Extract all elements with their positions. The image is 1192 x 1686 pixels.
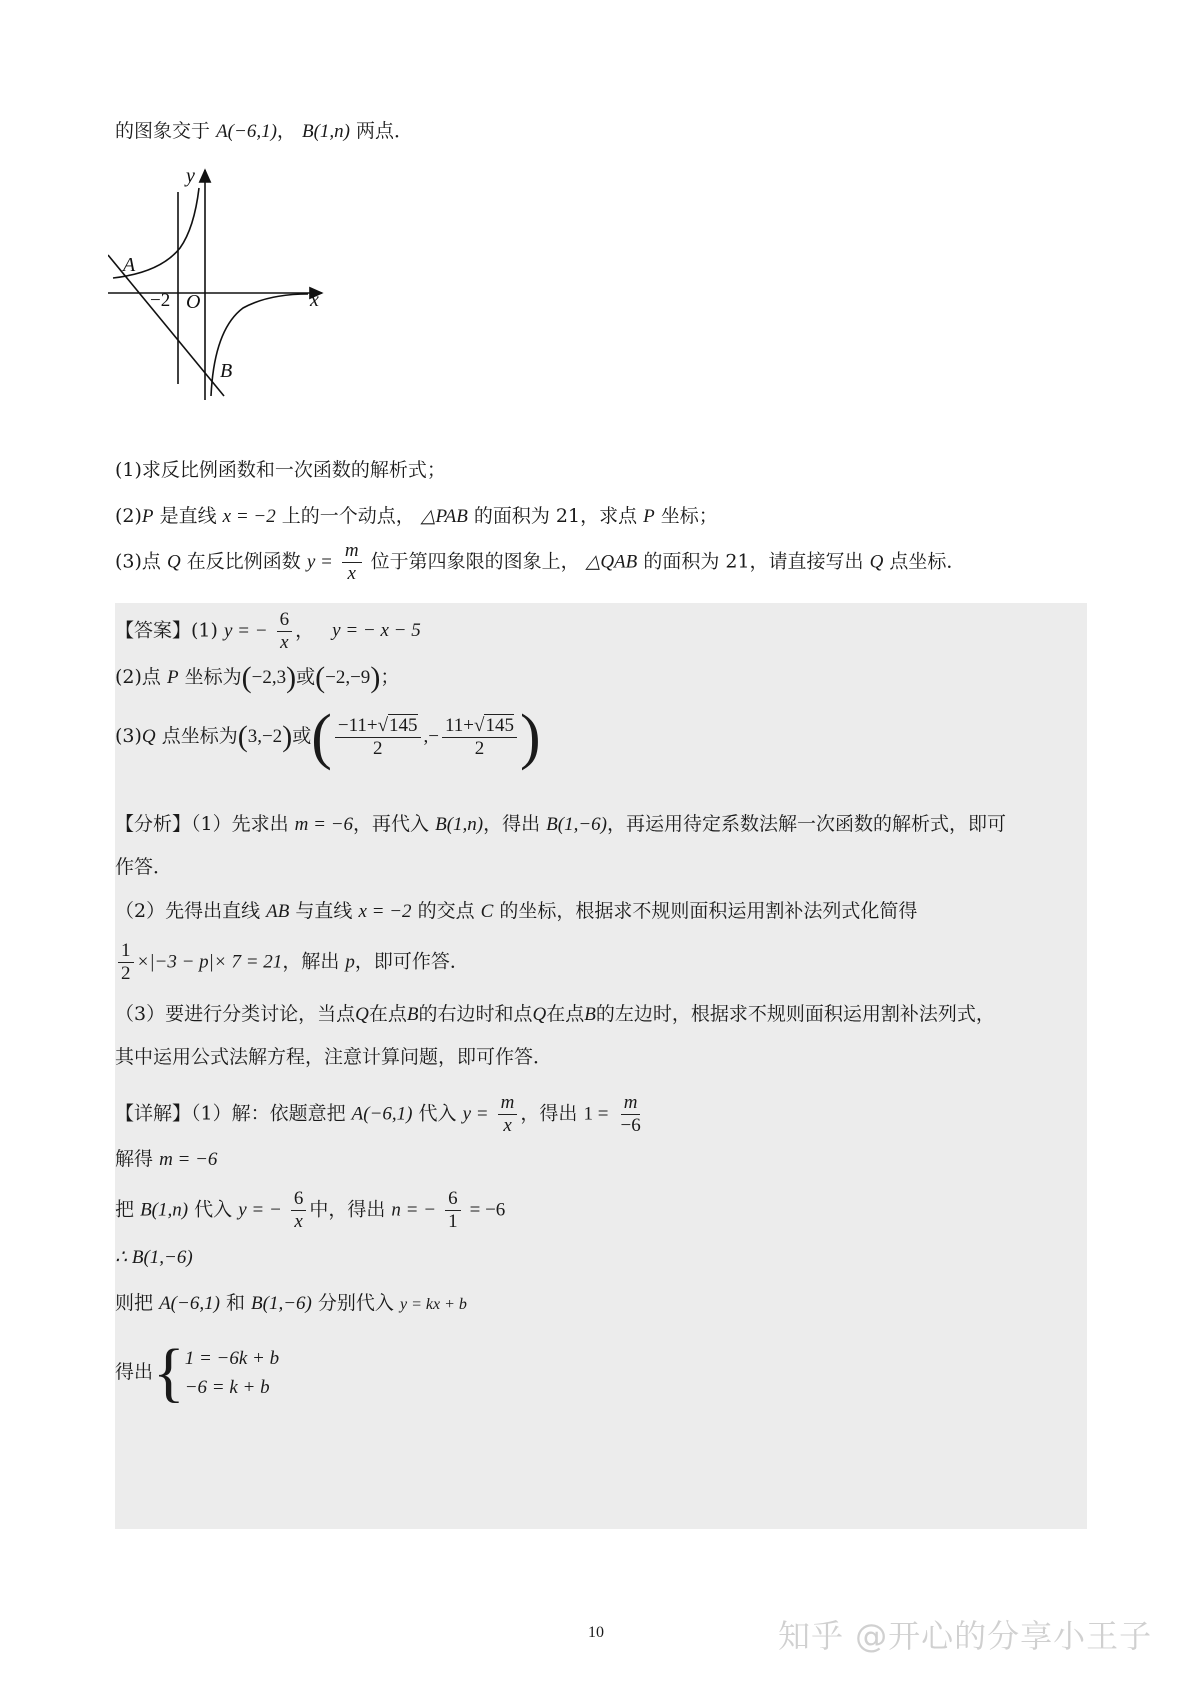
- a2-prefix: (2)点: [115, 666, 161, 688]
- q3-mid2: 位于第四象限的图象上，: [370, 550, 580, 573]
- answer-1: [115, 609, 421, 654]
- an1-b: ，再代入: [353, 813, 430, 835]
- answer-3: (3)Q 点坐标为(3,−2)或( $\frac{-11+√145}{2}$ ,− $\frac{11+√145}{2}$ ): [115, 703, 541, 771]
- a3-fraction-2: $\frac{11+√145}{2}$: [442, 715, 517, 760]
- watermark: 知乎 @开心的分享小王子: [778, 1617, 1153, 1655]
- a3-mid: 点坐标为: [161, 725, 238, 747]
- intro-suffix: 两点．: [356, 120, 414, 142]
- detail-4: [115, 1246, 193, 1270]
- a3-num1-pre: −11+: [337, 714, 378, 736]
- q2-mid: 是直线: [159, 505, 217, 527]
- d3-frac2-num: 6: [445, 1188, 461, 1211]
- a3-fraction-1: $\frac{-11+√145}{2}$: [335, 715, 421, 760]
- an2-f: ，即可作答．: [354, 950, 469, 973]
- a1-frac-num: 6: [277, 609, 293, 632]
- d5-point-a: A(−6,1): [159, 1293, 220, 1314]
- a2-end: ；: [380, 666, 400, 688]
- a3-point-1: 3,−2: [247, 726, 283, 747]
- q2-p2: P: [643, 506, 655, 527]
- equation-system: [185, 1344, 279, 1403]
- tick-label-neg2: −2: [150, 290, 171, 311]
- an3-b: 在点: [368, 1003, 407, 1025]
- an3-q2: Q: [532, 1004, 547, 1025]
- analysis-1-cont: [115, 856, 172, 879]
- q2-end: 的面积为 21，求点: [473, 505, 638, 527]
- intro-line: [115, 120, 413, 144]
- intro-sep: ，: [276, 120, 296, 142]
- an2-frac-den: 2: [121, 962, 131, 984]
- d3-frac2-den: 1: [448, 1210, 458, 1232]
- analysis-2-cont: [115, 940, 469, 985]
- d1-frac-den: x: [503, 1114, 512, 1136]
- d5-b: 和: [225, 1292, 245, 1314]
- point-a-label: A: [123, 254, 136, 276]
- q3-frac-num: m: [342, 540, 362, 563]
- an3-a: （3）要进行分类讨论，当点: [115, 1003, 356, 1025]
- analysis-3-cont: [115, 1046, 552, 1069]
- an2-c: 的交点: [417, 900, 475, 922]
- a1-frac-den: x: [280, 631, 289, 653]
- page-number: 10: [588, 1624, 604, 1641]
- q3-frac-den: x: [347, 562, 356, 584]
- intro-prefix: 的图象交于: [115, 120, 211, 142]
- a2-or: 或: [296, 666, 316, 688]
- d4-therefore: ∴ B(1,−6): [115, 1247, 193, 1268]
- q3-end2: 点坐标．: [889, 550, 966, 573]
- analysis-tag: 【分析】: [115, 813, 192, 835]
- an2-fraction: [118, 940, 134, 985]
- q2-end2: 坐标；: [660, 505, 718, 527]
- a3-num2-pre: 11+: [445, 714, 475, 736]
- origin-label: O: [186, 291, 201, 313]
- an2-ab: AB: [266, 901, 290, 922]
- d1-frac2-den: −6: [620, 1114, 641, 1136]
- d3-point-b: B(1,n): [140, 1199, 189, 1221]
- an1-eq: m = −6: [294, 814, 354, 835]
- an2-a: （2）先得出直线: [115, 900, 261, 922]
- d3-y: y = −: [238, 1199, 282, 1221]
- an3-f: 其中运用公式法解方程，注意计算问题，即可作答．: [115, 1046, 553, 1068]
- an3-b-point: B: [406, 1004, 419, 1025]
- q3-fraction: [342, 540, 362, 585]
- d3-frac-den: x: [294, 1210, 303, 1232]
- d2-a: 解得: [115, 1148, 154, 1170]
- a3-sqrt-1: 145: [389, 714, 418, 736]
- a1-fraction: [277, 609, 293, 654]
- q3-prefix: (3)点: [115, 550, 161, 573]
- d6-eq1: 1 = −6k + b: [184, 1347, 280, 1369]
- d1-b: 代入: [418, 1102, 457, 1125]
- an3-q: Q: [355, 1004, 369, 1025]
- q3-end: 的面积为 21，请直接写出: [643, 550, 864, 573]
- answer-2: (2)点 P 坐标为(−2,3)或(−2,−9)；: [115, 661, 400, 694]
- d3-c: 中，得出: [309, 1198, 386, 1221]
- a2-p: P: [166, 667, 179, 688]
- d1-one: 1 =: [583, 1103, 609, 1125]
- a2-point-1: −2,3: [251, 667, 287, 688]
- d5-point-b: B(1,−6): [251, 1293, 312, 1314]
- question-1-text: (1)求反比例函数和一次函数的解析式；: [115, 459, 446, 481]
- a3-den-2: 2: [474, 737, 485, 759]
- x-axis-label: x: [310, 289, 319, 311]
- d3-fraction: [291, 1188, 307, 1233]
- detail-3: [115, 1188, 505, 1233]
- a3-or: 或: [292, 725, 312, 747]
- d1-fraction-2: [617, 1092, 643, 1137]
- d3-a: 把: [115, 1198, 135, 1221]
- a3-den-1: 2: [372, 737, 383, 759]
- an2-p: p: [345, 951, 355, 973]
- d3-b: 代入: [194, 1198, 233, 1221]
- d5-c: 分别代入: [317, 1292, 394, 1314]
- d3-result: = −6: [469, 1199, 506, 1221]
- analysis-3: [115, 1003, 995, 1027]
- d1-frac2-num: m: [621, 1092, 641, 1115]
- point-b-label: B: [220, 360, 233, 382]
- detail-1: [115, 1092, 647, 1137]
- an1-a: （1）先求出: [191, 813, 289, 835]
- a1-sep: ，: [295, 619, 315, 642]
- d1-frac-num: m: [498, 1092, 518, 1115]
- a2-mid: 坐标为: [184, 666, 242, 688]
- a1-line-eq: y = − x − 5: [332, 620, 421, 642]
- a3-comma: ,−: [423, 726, 439, 747]
- a1-y: y = −: [223, 620, 268, 642]
- an2-eq: x = −2: [358, 901, 412, 922]
- an1-point-b2: B(1,−6): [546, 814, 608, 835]
- question-1: [115, 459, 446, 482]
- q2-eq: x = −2: [222, 506, 276, 527]
- a3-q: Q: [141, 726, 156, 747]
- d1-fraction: [498, 1092, 518, 1137]
- detail-6: [115, 1336, 280, 1409]
- an2-frac-num: 1: [118, 940, 134, 963]
- an1-d: ，再运用待定系数法解一次函数的解析式，即可: [607, 813, 1007, 835]
- an3-e: 的左边时，根据求不规则面积运用割补法列式，: [595, 1003, 995, 1025]
- d2-eq: m = −6: [159, 1149, 218, 1170]
- detail-5: [115, 1292, 467, 1316]
- an2-d: 的坐标，根据求不规则面积运用割补法列式化简得: [499, 900, 918, 922]
- an2-e: ，解出: [282, 950, 340, 973]
- an3-d: 在点: [546, 1003, 585, 1025]
- detail-2: [115, 1148, 217, 1172]
- an2-expr: ×|−3 − p|× 7 = 21: [136, 951, 283, 973]
- detail-tag: 【详解】: [115, 1102, 192, 1125]
- answer-tag: 【答案】: [115, 619, 192, 642]
- q2-p: P: [141, 506, 154, 527]
- q3-q2: Q: [869, 551, 884, 573]
- q3-mid: 在反比例函数: [186, 550, 301, 573]
- d5-eq: y = kx + b: [399, 1296, 467, 1313]
- d6-eq2: −6 = k + b: [184, 1377, 270, 1398]
- an3-c: 的右边时和点: [418, 1003, 533, 1025]
- an3-b-point2: B: [584, 1004, 596, 1025]
- d5-a: 则把: [115, 1292, 154, 1314]
- question-2: [115, 505, 718, 529]
- point-a: A(−6,1): [216, 121, 277, 142]
- d3-n: n = −: [391, 1199, 437, 1221]
- an1-c: ，得出: [483, 813, 541, 835]
- a1-prefix: (1): [191, 619, 218, 642]
- an1-e: 作答．: [115, 856, 173, 878]
- question-3: [115, 540, 965, 585]
- system-brace: {: [153, 1336, 185, 1409]
- q3-q: Q: [166, 551, 181, 573]
- d1-point-a: A(−6,1): [351, 1103, 413, 1125]
- d3-frac-num: 6: [291, 1188, 307, 1211]
- q3-triangle: △QAB: [585, 551, 638, 573]
- d1-c: ，得出: [520, 1102, 578, 1125]
- q2-triangle: △PAB: [420, 506, 468, 527]
- an2-b: 与直线: [295, 900, 353, 922]
- an1-point-b: B(1,n): [435, 814, 484, 835]
- function-graph-figure: [108, 168, 338, 403]
- d6-a: 得出: [115, 1361, 154, 1383]
- q2-prefix: (2): [115, 505, 142, 527]
- q3-y: y =: [306, 551, 333, 573]
- a3-prefix: (3): [115, 725, 142, 747]
- y-axis-label: y: [186, 168, 195, 187]
- an2-point-c: C: [480, 901, 494, 922]
- d3-fraction-2: [445, 1188, 461, 1233]
- point-b: B(1,n): [301, 121, 350, 142]
- a3-sqrt-2: 145: [485, 714, 514, 736]
- a2-point-2: −2,−9: [325, 667, 371, 688]
- d1-y: y =: [462, 1103, 489, 1125]
- d1-a: （1）解：依题意把: [191, 1102, 346, 1125]
- q2-mid2: 上的一个动点，: [281, 505, 415, 527]
- analysis-1: [115, 813, 1006, 837]
- analysis-2: [115, 900, 917, 924]
